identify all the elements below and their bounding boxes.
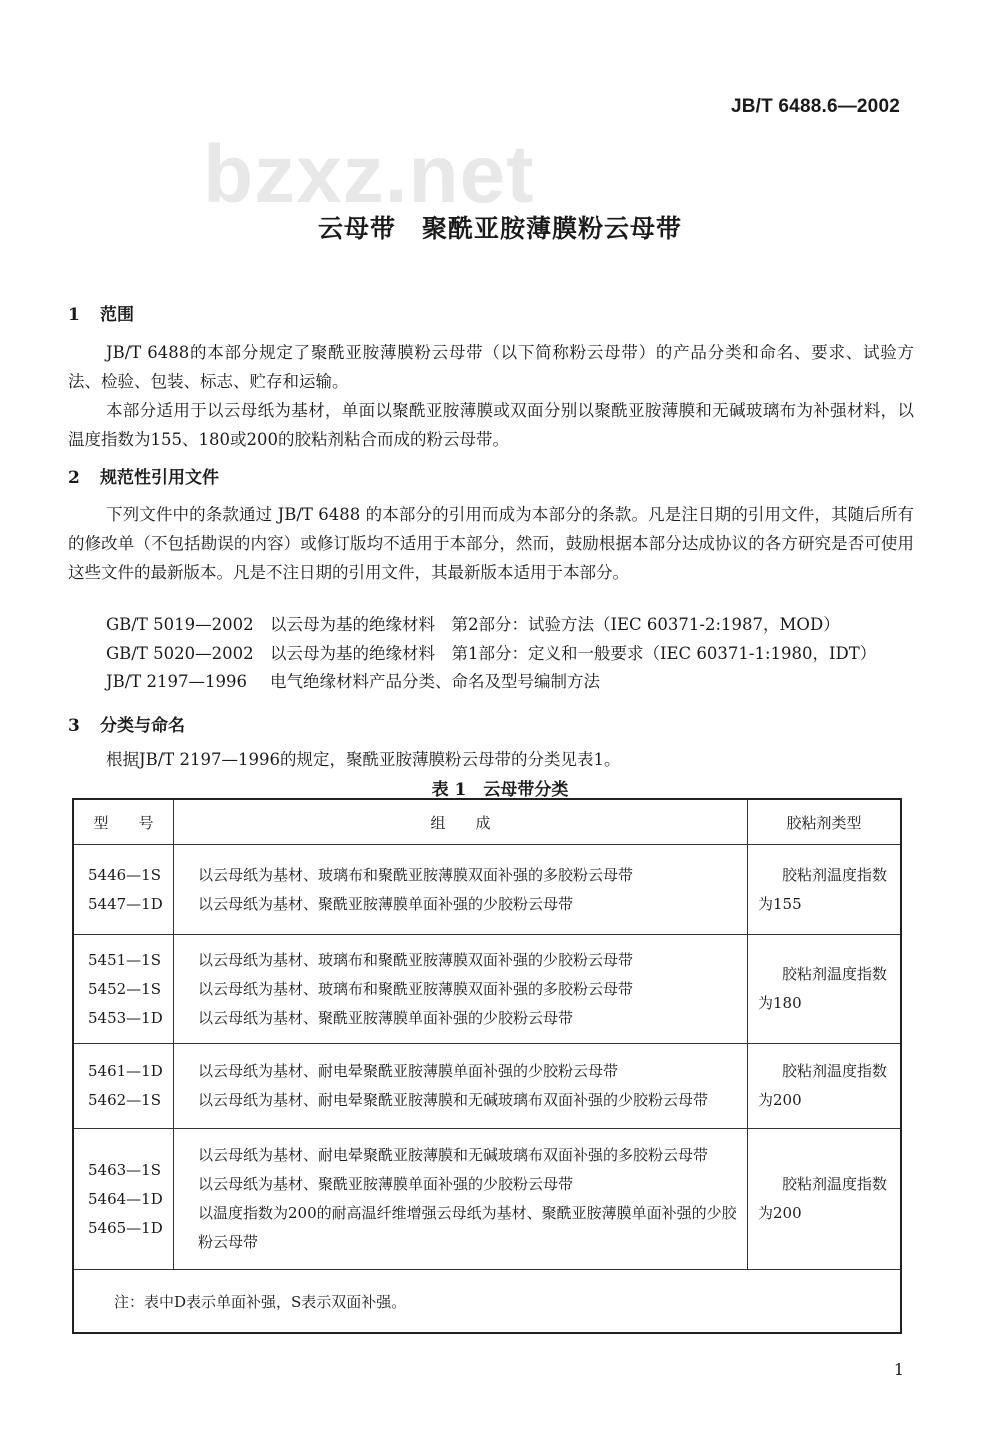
- model-cell: [73, 845, 174, 935]
- section-heading: [68, 711, 185, 736]
- paragraph: JB/T 6488的本部分规定了聚酰亚胺薄膜粉云母带（以下简称粉云母带）的产品分类和命名、要求、试验方法、检验、包装、标志、贮存和运输。: [68, 343, 914, 391]
- model-cell: [73, 1044, 174, 1129]
- paragraph: 下列文件中的条款通过 JB/T 6488 的本部分的引用而成为本部分的条款。凡是注日期的引用文件，其随后所有的修改单（不包括勘误的内容）或修订版均不适用于本部分，然而，鼓励根据本部分达成协议的各方研究是否可使用这些文件的最新版本。凡是不注日期的引用文件，其最新版本适用于本部分。: [68, 505, 914, 582]
- table-note-row: [73, 1270, 901, 1334]
- composition-cell: [174, 1044, 748, 1129]
- page-number: 1: [893, 1360, 904, 1379]
- adhesive-text: 胶粘剂温度指数: [782, 1175, 888, 1193]
- document-title: 云母带 聚酰亚胺薄膜粉云母带: [317, 214, 682, 243]
- adhesive-text: 胶粘剂温度指数: [782, 865, 888, 884]
- section-number: 3: [68, 716, 80, 736]
- reference-item: [106, 640, 876, 664]
- table-note: 注：表中D表示单面补强，S表示双面补强。: [73, 1270, 901, 1334]
- composition-text: 以云母纸为基材、聚酰亚胺薄膜单面补强的少胶粉云母带: [198, 1008, 574, 1027]
- section-heading: [68, 463, 219, 488]
- model-code: 5452—1S: [88, 979, 161, 998]
- composition-cell: [174, 1129, 748, 1270]
- composition-text: 以云母纸为基材、耐电晕聚酰亚胺薄膜单面补强的少胶粉云母带: [198, 1062, 619, 1080]
- standard-code: JB/T 6488.6—2002: [730, 96, 900, 117]
- table-header-row: [73, 799, 901, 845]
- table-row: [73, 1044, 901, 1129]
- paragraph: 根据JB/T 2197—1996的规定，聚酰亚胺薄膜粉云母带的分类见表1。: [106, 750, 621, 769]
- table-row: [73, 1129, 901, 1270]
- model-code: 5453—1D: [88, 1008, 163, 1027]
- model-code: 5463—1S: [88, 1160, 161, 1179]
- reference-title: 以云母为基的绝缘材料 第1部分：定义和一般要求（IEC 60371-1:1980，IDT）: [270, 644, 877, 663]
- adhesive-cell: [748, 1044, 902, 1129]
- adhesive-text: 为180: [758, 994, 802, 1012]
- adhesive-text: 为200: [758, 1204, 802, 1222]
- composition-cell: [174, 935, 748, 1044]
- composition-text: 以云母纸为基材、玻璃布和聚酰亚胺薄膜双面补强的多胶粉云母带: [198, 979, 634, 998]
- adhesive-text: 胶粘剂温度指数: [782, 1062, 888, 1080]
- section-number: 1: [68, 305, 80, 325]
- reference-title: 以云母为基的绝缘材料 第2部分：试验方法（IEC 60371-2:1987，MOD）: [270, 615, 840, 634]
- model-cell: [73, 935, 174, 1044]
- composition-text: 以云母纸为基材、耐电晕聚酰亚胺薄膜和无碱玻璃布双面补强的少胶粉云母带: [198, 1091, 709, 1109]
- section-heading: [68, 300, 134, 325]
- adhesive-cell: [748, 845, 902, 935]
- composition-cell: [174, 845, 748, 935]
- model-code: 5461—1D: [88, 1062, 163, 1080]
- header-composition: 组 成: [174, 799, 748, 845]
- table-row: [73, 845, 901, 935]
- model-code: 5451—1S: [88, 950, 161, 969]
- reference-code: GB/T 5019—2002: [106, 615, 254, 634]
- reference-title: 电气绝缘材料产品分类、命名及型号编制方法: [270, 672, 600, 691]
- composition-text: 以云母纸为基材、玻璃布和聚酰亚胺薄膜双面补强的多胶粉云母带: [198, 865, 634, 884]
- classification-table: [72, 798, 902, 1334]
- model-code: 5446—1S: [88, 865, 161, 884]
- adhesive-text: 为200: [758, 1091, 802, 1109]
- header-adhesive: 胶粘剂类型: [748, 799, 902, 845]
- adhesive-cell: [748, 935, 902, 1044]
- composition-text: 以云母纸为基材、聚酰亚胺薄膜单面补强的少胶粉云母带: [198, 894, 574, 913]
- model-code: 5447—1D: [88, 894, 163, 913]
- section-title: 分类与命名: [100, 716, 185, 736]
- reference-item: [106, 668, 600, 692]
- composition-text: 以云母纸为基材、玻璃布和聚酰亚胺薄膜双面补强的少胶粉云母带: [198, 950, 634, 969]
- reference-code: GB/T 5020—2002: [106, 644, 254, 663]
- watermark: bzxz.net: [203, 129, 535, 220]
- section-number: 2: [68, 468, 80, 488]
- model-code: 5462—1S: [88, 1091, 161, 1109]
- adhesive-cell: [748, 1129, 902, 1270]
- section-title: 规范性引用文件: [100, 468, 219, 488]
- adhesive-text: 为155: [758, 894, 802, 913]
- paragraph: 本部分适用于以云母纸为基材，单面以聚酰亚胺薄膜或双面分别以聚酰亚胺薄膜和无碱玻璃布为补强材料，以温度指数为155、180或200的胶粘剂粘合而成的粉云母带。: [68, 401, 914, 449]
- model-code: 5464—1D: [88, 1189, 163, 1208]
- table-row: [73, 935, 901, 1044]
- composition-text: 以云母纸为基材、聚酰亚胺薄膜单面补强的少胶粉云母带: [198, 1175, 574, 1193]
- header-model: 型 号: [73, 799, 174, 845]
- composition-text: 以云母纸为基材、耐电晕聚酰亚胺薄膜和无碱玻璃布双面补强的多胶粉云母带: [198, 1146, 709, 1164]
- composition-text: 以温度指数为200的耐高温纤维增强云母纸为基材、聚酰亚胺薄膜单面补强的少胶粉云母带: [198, 1204, 737, 1251]
- reference-item: [106, 611, 840, 635]
- reference-code: JB/T 2197—1996: [106, 672, 248, 691]
- model-cell: [73, 1129, 174, 1270]
- model-code: 5465—1D: [88, 1218, 163, 1237]
- table-caption: 表 1 云母带分类: [431, 780, 569, 800]
- section-title: 范围: [100, 305, 134, 325]
- adhesive-text: 胶粘剂温度指数: [782, 965, 888, 983]
